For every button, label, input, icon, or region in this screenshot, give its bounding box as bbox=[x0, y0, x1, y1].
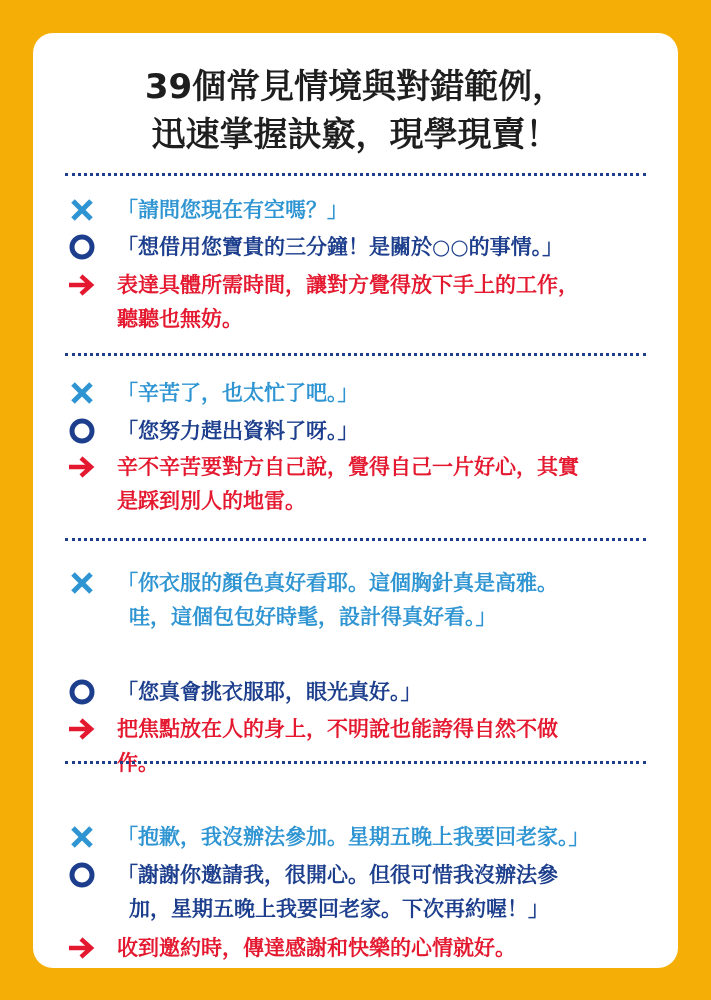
circle-icon bbox=[67, 416, 97, 446]
tip-text: 收到邀約時，傳達感謝和快樂的心情就好。 bbox=[117, 936, 516, 960]
arrow-right-icon bbox=[67, 933, 97, 963]
tip-line: 辛不辛苦要對方自己說，覺得自己一片好心，其實 bbox=[117, 455, 579, 479]
arrow-right-icon bbox=[67, 714, 97, 744]
title-line-1: 39個常見情境與對錯範例， bbox=[144, 67, 567, 107]
cross-icon bbox=[67, 378, 97, 408]
correct-line: 「謝謝你邀請我，很開心。但很可惜我沒辦法參 bbox=[117, 863, 558, 887]
wrong-example-text: 「辛苦了，也太忙了吧。」 bbox=[117, 381, 359, 405]
tip-text bbox=[117, 712, 657, 780]
tip-line: 聽聽也無妨。 bbox=[117, 307, 243, 331]
arrow-right-icon bbox=[67, 270, 97, 300]
title-line-2: 迅速掌握訣竅，現學現賣！ bbox=[151, 115, 560, 155]
tip-line: 把焦點放在人的身上，不明說也能誇得自然不做 bbox=[117, 717, 558, 741]
content-card bbox=[33, 33, 678, 968]
dotted-divider bbox=[65, 761, 646, 764]
wrong-example-text: 「抱歉，我沒辦法參加。星期五晚上我要回老家。」 bbox=[117, 825, 590, 849]
tip-text bbox=[117, 450, 657, 518]
circle-icon bbox=[67, 677, 97, 707]
cross-icon bbox=[67, 568, 97, 598]
tip-line: 作。 bbox=[117, 751, 159, 775]
wrong-example-text bbox=[117, 566, 657, 634]
page-title bbox=[33, 63, 678, 159]
tip-line: 表達具體所需時間，讓對方覺得放下手上的工作， bbox=[117, 273, 579, 297]
wrong-example-text: 「請問您現在有空嗎？」 bbox=[117, 198, 348, 222]
tip-line: 是踩到別人的地雷。 bbox=[117, 489, 306, 513]
circle-icon bbox=[67, 860, 97, 890]
tip-text bbox=[117, 268, 657, 336]
circle-icon bbox=[67, 232, 97, 262]
dotted-divider bbox=[65, 353, 646, 356]
correct-line: 加，星期五晚上我要回老家。下次再約喔！」 bbox=[129, 897, 549, 921]
arrow-right-icon bbox=[67, 452, 97, 482]
dotted-divider bbox=[65, 538, 646, 541]
wrong-line: 「你衣服的顏色真好看耶。這個胸針真是高雅。 bbox=[117, 571, 558, 595]
correct-example-text: 「您真會挑衣服耶，眼光真好。」 bbox=[117, 680, 422, 704]
cross-icon bbox=[67, 195, 97, 225]
dotted-divider bbox=[65, 173, 646, 176]
correct-example-text: 「想借用您寶貴的三分鐘！是關於○○的事情。」 bbox=[117, 235, 564, 259]
correct-example-text: 「您努力趕出資料了呀。」 bbox=[117, 419, 359, 443]
cross-icon bbox=[67, 822, 97, 852]
correct-example-text bbox=[117, 858, 657, 926]
wrong-line: 哇，這個包包好時髦，設計得真好看。」 bbox=[129, 605, 497, 629]
